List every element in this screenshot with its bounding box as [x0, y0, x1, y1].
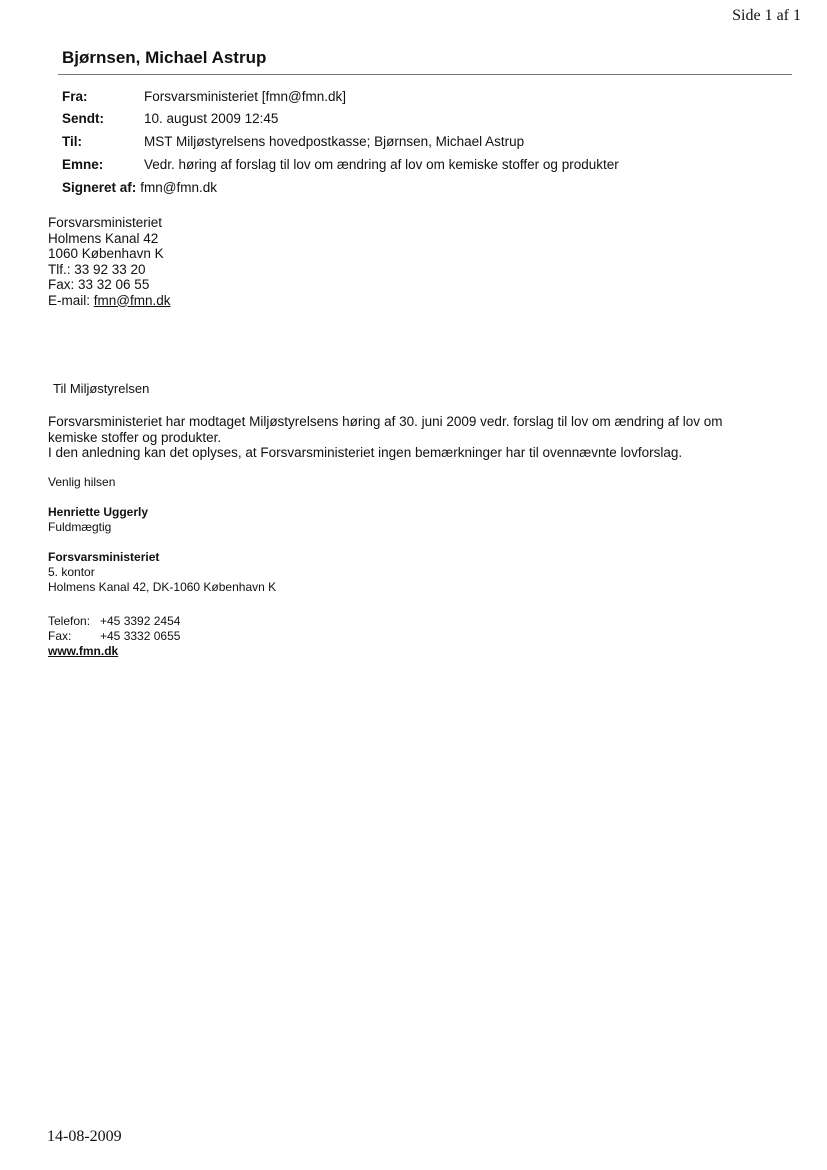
header-sent	[62, 111, 278, 126]
header-to	[62, 134, 524, 149]
signed-value: fmn@fmn.dk	[140, 180, 217, 195]
fax-label: Fax:	[48, 629, 72, 643]
phone-value: +45 3392 2454	[100, 614, 181, 628]
fax-value: +45 3332 0655	[100, 629, 181, 643]
sender-title: Bjørnsen, Michael Astrup	[62, 48, 267, 67]
print-date: 14-08-2009	[47, 1128, 122, 1145]
subject-label: Emne:	[62, 157, 104, 172]
header-signed	[62, 180, 217, 195]
signature-address: Holmens Kanal 42, DK-1060 København K	[48, 580, 277, 594]
signature-contact-block	[48, 614, 180, 659]
signed-label: Signeret af:	[62, 180, 137, 195]
page-number: Side 1 af 1	[732, 7, 801, 24]
address-phone: Tlf.: 33 92 33 20	[48, 261, 146, 277]
body-line-3: I den anledning kan det oplyses, at Forsvarsministeriet ingen bemærkninger har til ovennævnte lovforslag.	[48, 445, 683, 460]
from-label: Fra:	[62, 89, 88, 104]
header-divider	[58, 74, 792, 75]
from-value: Forsvarsministeriet [fmn@fmn.dk]	[144, 89, 346, 104]
header-subject	[62, 157, 619, 172]
website-link[interactable]: www.fmn.dk	[48, 644, 119, 658]
salutation: Til Miljøstyrelsen	[53, 381, 150, 396]
phone-label: Telefon:	[48, 614, 91, 628]
signature-phone-line	[48, 614, 180, 629]
signature-name: Henriette Uggerly	[48, 505, 149, 519]
body-line-2: kemiske stoffer og produkter.	[48, 429, 222, 445]
header-from	[62, 89, 346, 104]
address-email-label: E-mail:	[48, 292, 91, 308]
signature-role: Fuldmægtig	[48, 520, 112, 534]
sent-label: Sendt:	[62, 111, 104, 126]
address-street: Holmens Kanal 42	[48, 230, 159, 246]
signature-org: Forsvarsministeriet	[48, 550, 160, 564]
body-line-1: Forsvarsministeriet har modtaget Miljøstyrelsens høring af 30. juni 2009 vedr. forslag til lov om ændring af lov om	[48, 414, 723, 429]
to-label: Til:	[62, 134, 82, 149]
to-value: MST Miljøstyrelsens hovedpostkasse; Bjørnsen, Michael Astrup	[144, 134, 525, 149]
address-fax: Fax: 33 32 06 55	[48, 277, 150, 292]
address-email-line	[48, 293, 171, 309]
sent-value: 10. august 2009 12:45	[144, 111, 279, 126]
signature-office: 5. kontor	[48, 565, 95, 579]
signature-person	[48, 505, 148, 535]
sender-address-block	[48, 215, 171, 308]
body-paragraph	[48, 414, 768, 461]
address-city: 1060 København K	[48, 246, 164, 261]
address-name: Forsvarsministeriet	[48, 215, 163, 230]
closing: Venlig hilsen	[48, 475, 116, 489]
signature-fax-line	[48, 629, 180, 644]
subject-value: Vedr. høring af forslag til lov om ændring af lov om kemiske stoffer og produkter	[144, 157, 619, 172]
address-email-link[interactable]: fmn@fmn.dk	[93, 292, 171, 308]
signature-org-block	[48, 550, 276, 595]
